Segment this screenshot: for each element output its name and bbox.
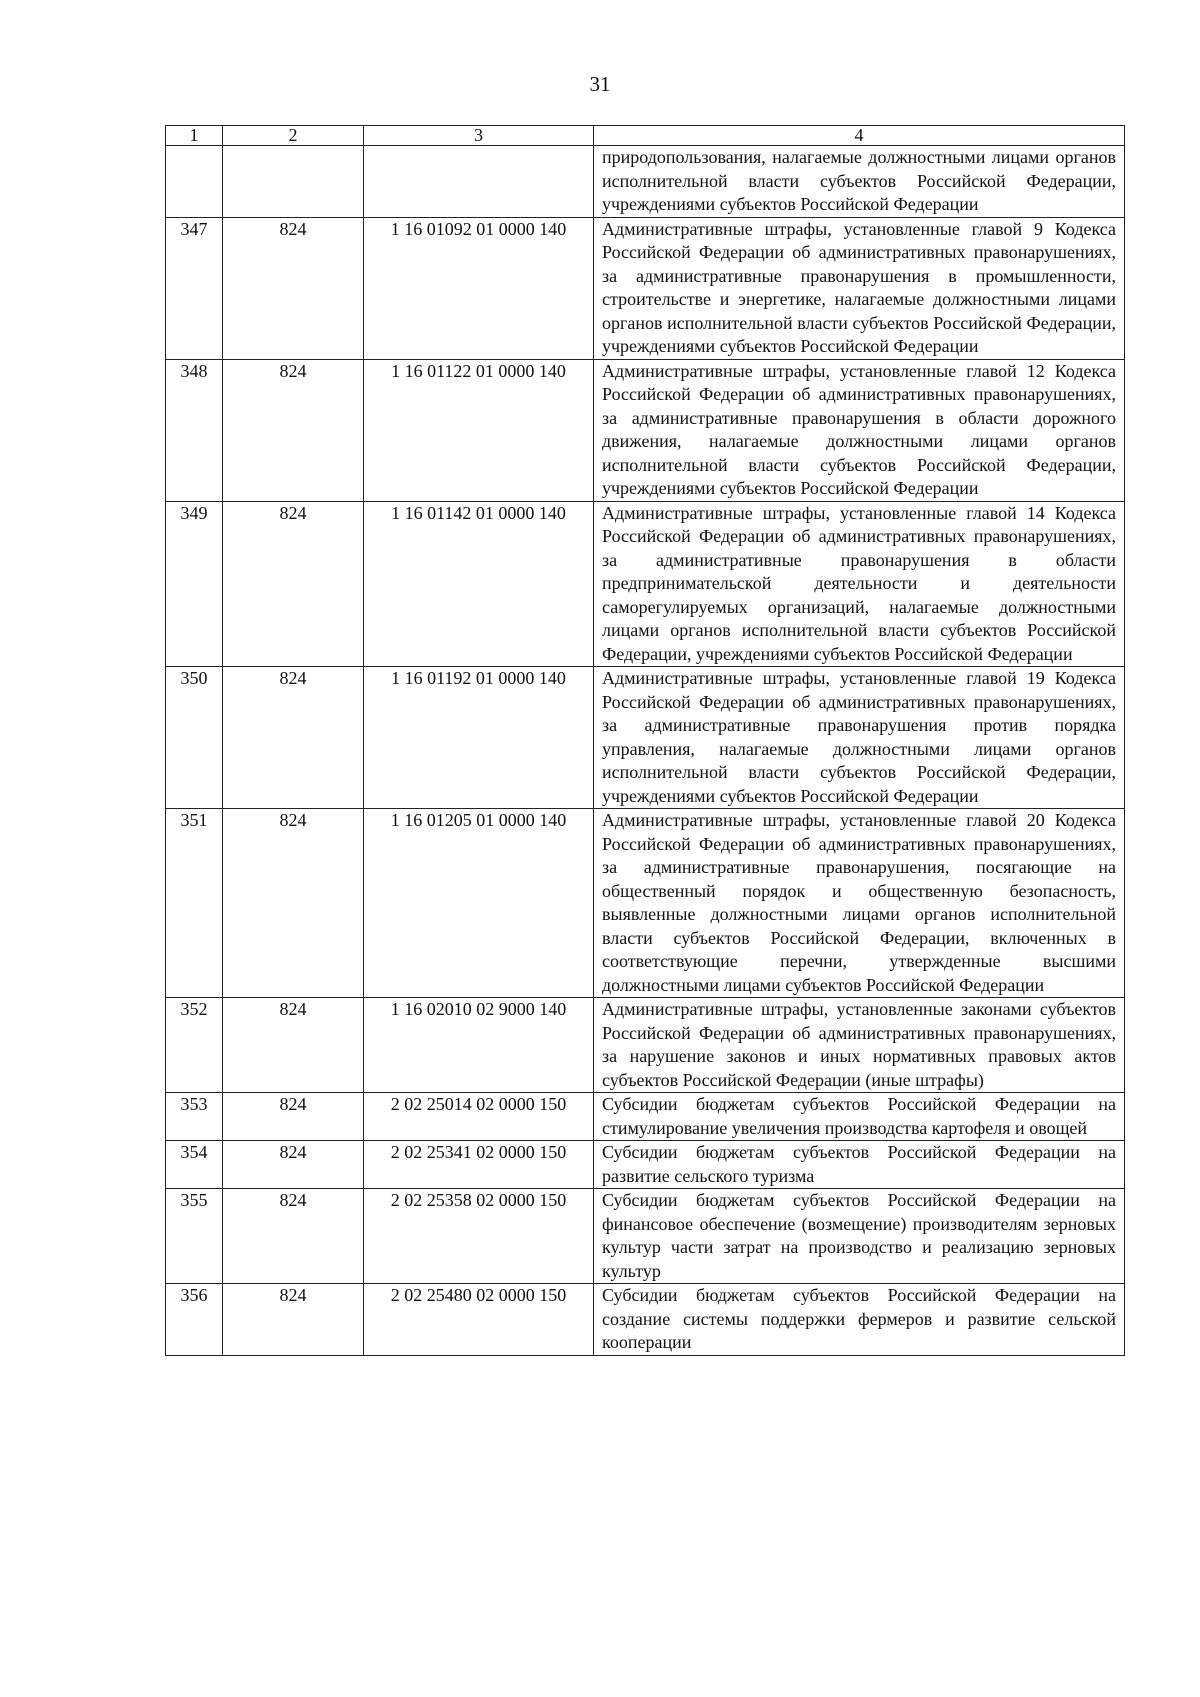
revenue-code: 2 02 25480 02 0000 150: [364, 1284, 594, 1356]
revenue-description: Субсидии бюджетам субъектов Российской Федерации на стимулирование увеличения производства картофеля и овощей: [594, 1093, 1125, 1141]
admin-code: 824: [223, 809, 364, 998]
table-row: [166, 146, 1125, 218]
revenue-code: 1 16 01092 01 0000 140: [364, 217, 594, 359]
admin-code: 824: [223, 1189, 364, 1284]
revenue-description: Административные штрафы, установленные главой 14 Кодекса Российской Федерации об административных правонарушениях, за административные правонарушения в области предпринимательской деятельности и деятельности саморегулируемых организаций, налагаемые должностными лицами органов исполнительной власти субъектов Российской Федерации, учреждениями субъектов Российской Федерации: [594, 501, 1125, 667]
header-col-3: 3: [364, 126, 594, 146]
revenue-code: 1 16 01205 01 0000 140: [364, 809, 594, 998]
revenue-description: Субсидии бюджетам субъектов Российской Федерации на развитие сельского туризма: [594, 1141, 1125, 1189]
table-row: [166, 1284, 1125, 1356]
table-row: [166, 359, 1125, 501]
revenue-code: 2 02 25341 02 0000 150: [364, 1141, 594, 1189]
row-number: 354: [166, 1141, 223, 1189]
admin-code: 824: [223, 217, 364, 359]
row-number: 356: [166, 1284, 223, 1356]
admin-code: 824: [223, 359, 364, 501]
revenue-description: Административные штрафы, установленные главой 20 Кодекса Российской Федерации об административных правонарушениях, за административные правонарушения, посягающие на общественный порядок и общественную безопасность, выявленные должностными лицами органов исполнительной власти субъектов Российской Федерации, включенных в соответствующие перечни, утвержденные высшими должностными лицами субъектов Российской Федерации: [594, 809, 1125, 998]
revenue-code: 1 16 01122 01 0000 140: [364, 359, 594, 501]
table-row: [166, 667, 1125, 809]
revenue-code: 1 16 02010 02 9000 140: [364, 998, 594, 1093]
revenue-code: 2 02 25014 02 0000 150: [364, 1093, 594, 1141]
revenue-description: Субсидии бюджетам субъектов Российской Федерации на создание системы поддержки фермеров и развитие сельской кооперации: [594, 1284, 1125, 1356]
row-number: 350: [166, 667, 223, 809]
row-number: 352: [166, 998, 223, 1093]
table-row: [166, 1189, 1125, 1284]
row-number: 348: [166, 359, 223, 501]
revenue-description: природопользования, налагаемые должностными лицами органов исполнительной власти субъектов Российской Федерации, учреждениями субъектов Российской Федерации: [594, 146, 1125, 218]
admin-code: 824: [223, 1284, 364, 1356]
header-col-4: 4: [594, 126, 1125, 146]
table-header-row: [166, 126, 1125, 146]
revenue-description: Субсидии бюджетам субъектов Российской Федерации на финансовое обеспечение (возмещение) производителям зерновых культур части затрат на производство и реализацию зерновых культур: [594, 1189, 1125, 1284]
revenue-code: 2 02 25358 02 0000 150: [364, 1189, 594, 1284]
revenue-description: Административные штрафы, установленные главой 12 Кодекса Российской Федерации об административных правонарушениях, за административные правонарушения в области дорожного движения, налагаемые должностными лицами органов исполнительной власти субъектов Российской Федерации, учреждениями субъектов Российской Федерации: [594, 359, 1125, 501]
revenue-description: Административные штрафы, установленные законами субъектов Российской Федерации об административных правонарушениях, за нарушение законов и иных нормативных правовых актов субъектов Российской Федерации (иные штрафы): [594, 998, 1125, 1093]
revenue-code: 1 16 01192 01 0000 140: [364, 667, 594, 809]
revenue-description: Административные штрафы, установленные главой 9 Кодекса Российской Федерации об административных правонарушениях, за административные правонарушения в промышленности, строительстве и энергетике, налагаемые должностными лицами органов исполнительной власти субъектов Российской Федерации, учреждениями субъектов Российской Федерации: [594, 217, 1125, 359]
row-number: 355: [166, 1189, 223, 1284]
row-number: 349: [166, 501, 223, 667]
table-row: [166, 998, 1125, 1093]
row-number: [166, 146, 223, 218]
row-number: 353: [166, 1093, 223, 1141]
admin-code: [223, 146, 364, 218]
revenue-codes-table: [165, 125, 1125, 1356]
admin-code: 824: [223, 1141, 364, 1189]
revenue-code: [364, 146, 594, 218]
admin-code: 824: [223, 501, 364, 667]
row-number: 347: [166, 217, 223, 359]
row-number: 351: [166, 809, 223, 998]
header-col-1: 1: [166, 126, 223, 146]
admin-code: 824: [223, 998, 364, 1093]
table-row: [166, 217, 1125, 359]
table-row: [166, 809, 1125, 998]
admin-code: 824: [223, 1093, 364, 1141]
revenue-description: Административные штрафы, установленные главой 19 Кодекса Российской Федерации об административных правонарушениях, за административные правонарушения против порядка управления, налагаемые должностными лицами органов исполнительной власти субъектов Российской Федерации, учреждениями субъектов Российской Федерации: [594, 667, 1125, 809]
table-row: [166, 1141, 1125, 1189]
table-row: [166, 1093, 1125, 1141]
page-number: 31: [589, 72, 611, 96]
admin-code: 824: [223, 667, 364, 809]
table-row: [166, 501, 1125, 667]
header-col-2: 2: [223, 126, 364, 146]
revenue-code: 1 16 01142 01 0000 140: [364, 501, 594, 667]
